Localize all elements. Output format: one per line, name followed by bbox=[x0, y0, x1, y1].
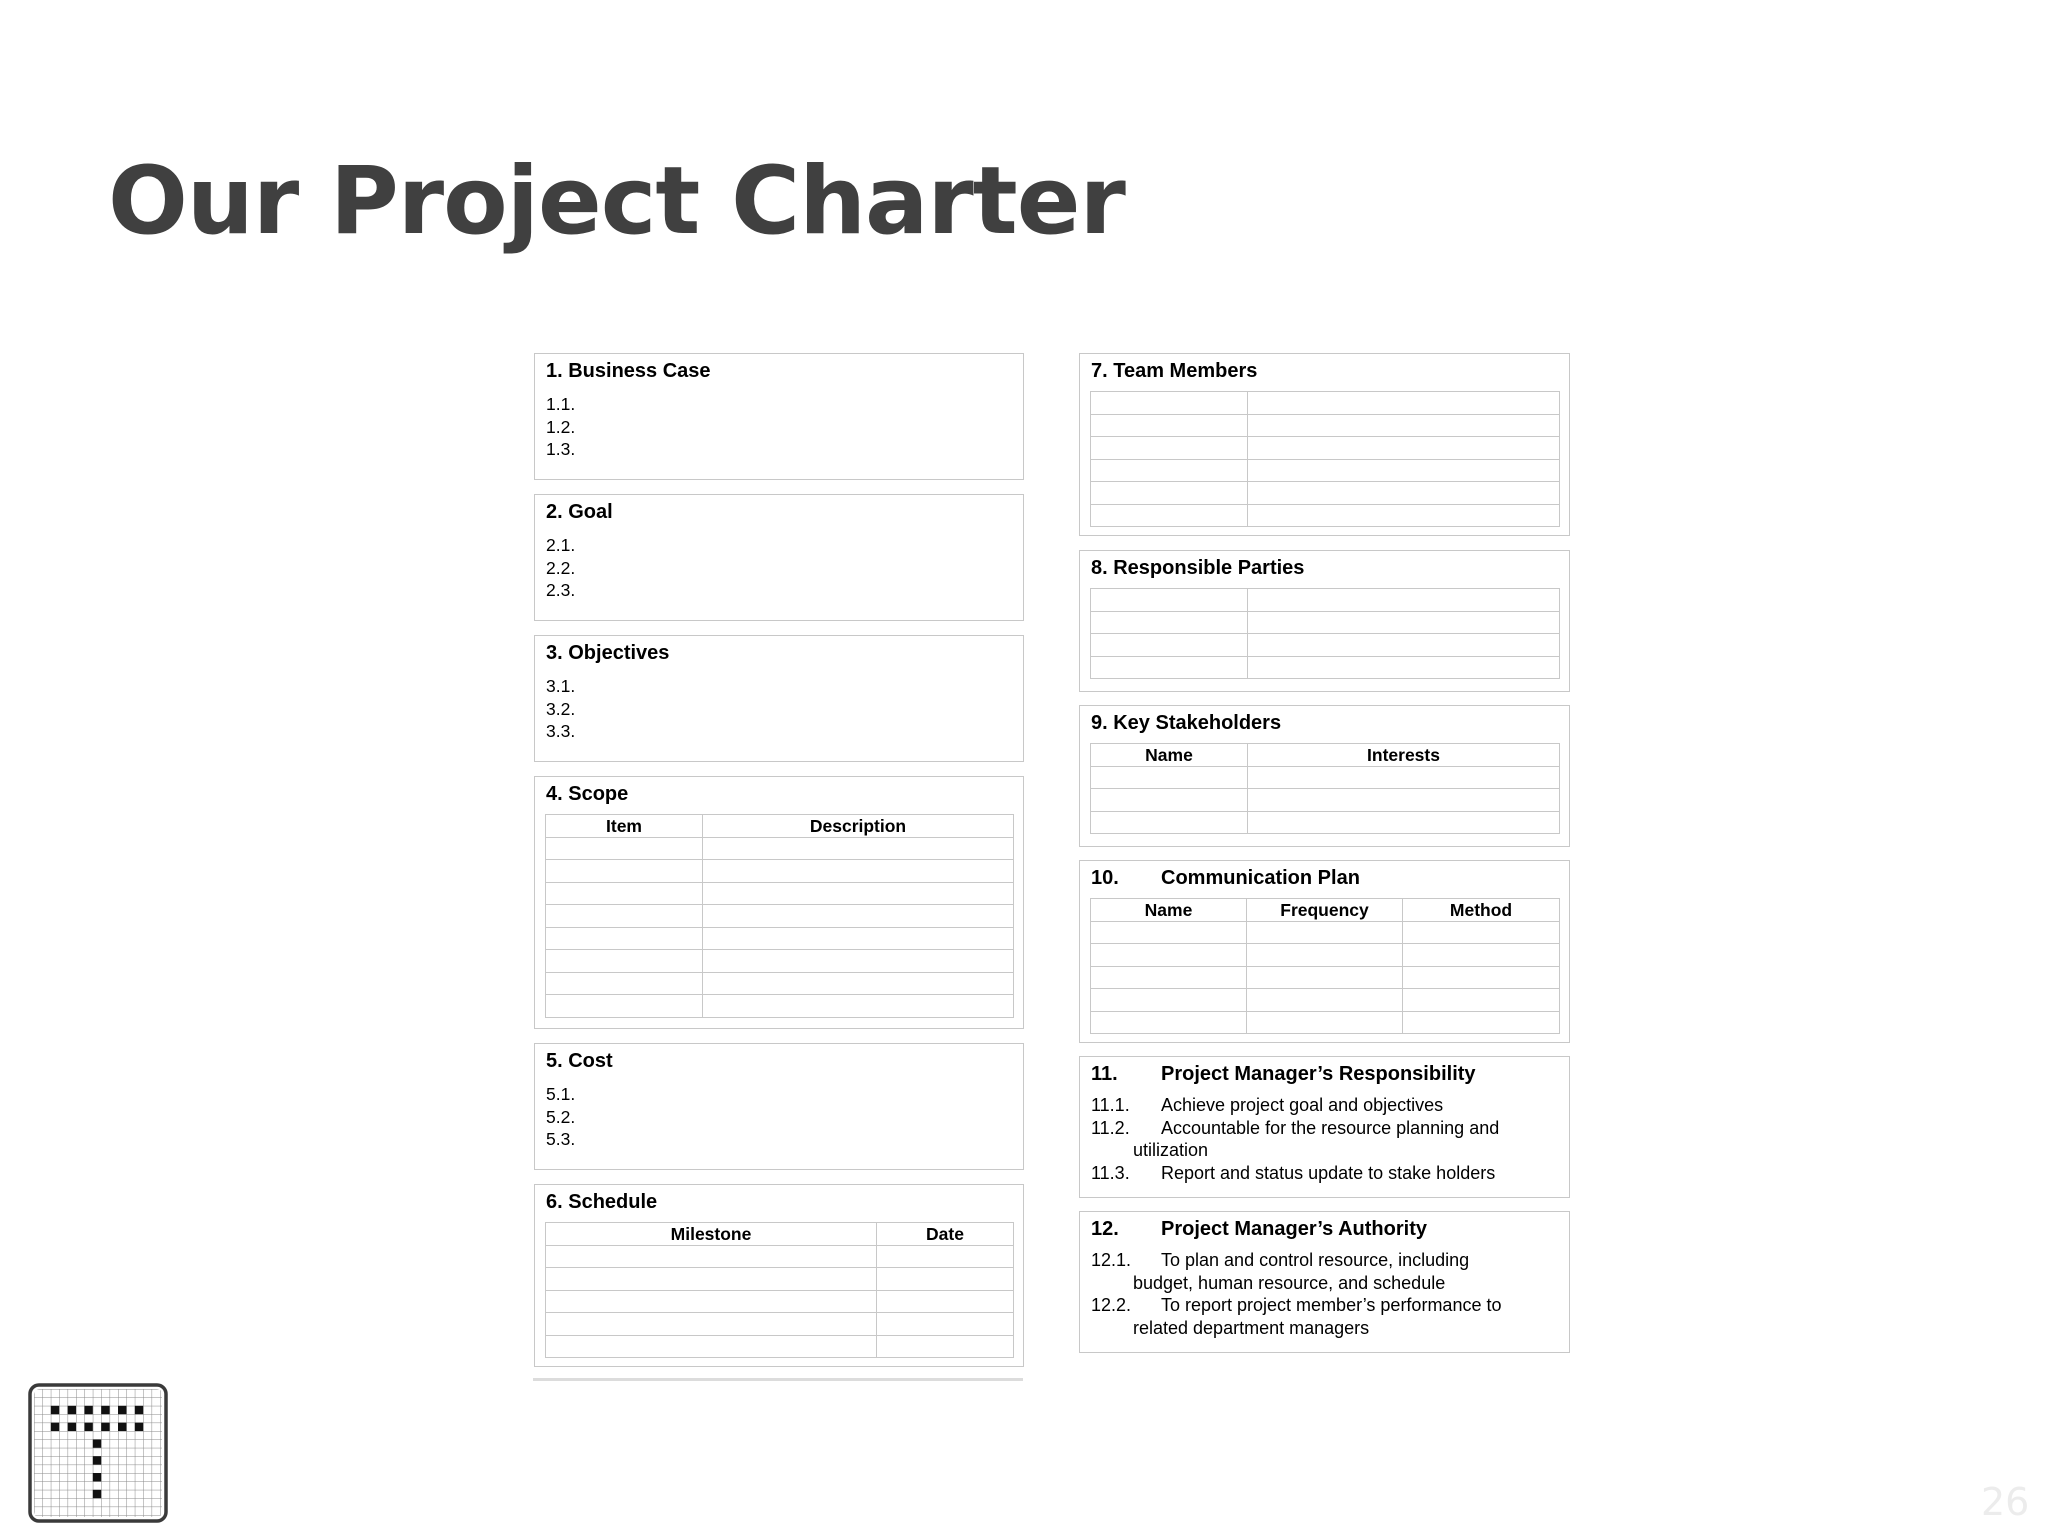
table-row bbox=[546, 1290, 1014, 1313]
table-cell bbox=[1248, 766, 1560, 789]
page-number: 26 bbox=[1981, 1480, 2030, 1524]
responsible-parties-table bbox=[1090, 588, 1560, 679]
table-row bbox=[546, 1245, 1014, 1268]
table-cell bbox=[1248, 589, 1560, 612]
scope-heading: 4. Scope bbox=[546, 783, 629, 805]
table-cell bbox=[1091, 611, 1248, 634]
list-item: 3.3. bbox=[546, 721, 576, 741]
table-cell bbox=[546, 882, 703, 905]
table-cell bbox=[1091, 789, 1248, 812]
table-cell bbox=[1091, 944, 1247, 967]
table-cell bbox=[546, 1335, 877, 1358]
table-cell bbox=[546, 860, 703, 883]
list-item: 3.2. bbox=[546, 698, 576, 719]
table-cell bbox=[1248, 789, 1560, 812]
table-row bbox=[546, 860, 1014, 883]
table-row bbox=[1091, 989, 1560, 1012]
table-row bbox=[1091, 589, 1560, 612]
table-cell bbox=[1091, 766, 1248, 789]
logo-pixel bbox=[135, 1423, 143, 1431]
cost-section bbox=[534, 1043, 1024, 1170]
table-row bbox=[546, 950, 1014, 973]
table-cell bbox=[1248, 504, 1560, 527]
table-cell bbox=[1247, 1011, 1403, 1034]
table-cell bbox=[1403, 1011, 1560, 1034]
table-row bbox=[1091, 504, 1560, 527]
key-stakeholders-heading: 9. Key Stakeholders bbox=[1091, 712, 1282, 734]
logo-pixel bbox=[51, 1406, 59, 1414]
logo-pixel bbox=[84, 1423, 92, 1431]
schedule-section bbox=[534, 1184, 1024, 1367]
table-row bbox=[546, 837, 1014, 860]
table-cell bbox=[1248, 392, 1560, 415]
table-row bbox=[1091, 944, 1560, 967]
pm-responsibility-heading bbox=[1091, 1063, 1476, 1086]
table-cell bbox=[877, 1335, 1014, 1358]
list-item: 2.3. bbox=[546, 580, 576, 600]
table-cell bbox=[1091, 414, 1248, 437]
table-cell bbox=[703, 837, 1014, 860]
table-cell bbox=[1247, 989, 1403, 1012]
table-cell bbox=[1091, 482, 1248, 505]
table-row bbox=[1091, 611, 1560, 634]
table-row bbox=[546, 927, 1014, 950]
column-header: Description bbox=[703, 815, 1014, 838]
table-row bbox=[546, 1268, 1014, 1291]
item-text: Achieve project goal and objectives bbox=[1161, 1095, 1444, 1115]
table-cell bbox=[546, 1268, 877, 1291]
list-item: 5.3. bbox=[546, 1129, 576, 1149]
scope-table bbox=[545, 814, 1014, 1018]
table-header-row bbox=[1091, 744, 1560, 767]
item-text-continued: utilization bbox=[1133, 1140, 1209, 1160]
team-members-section bbox=[1079, 353, 1570, 536]
logo-pixel bbox=[84, 1406, 92, 1414]
table-cell bbox=[703, 927, 1014, 950]
table-cell bbox=[546, 837, 703, 860]
table-cell bbox=[1248, 459, 1560, 482]
table-cell bbox=[1091, 921, 1247, 944]
pm-authority-section bbox=[1079, 1211, 1570, 1353]
table-row bbox=[1091, 789, 1560, 812]
section-number: 11. bbox=[1091, 1063, 1118, 1085]
communication-plan-table bbox=[1090, 898, 1560, 1034]
logo-pixel bbox=[68, 1406, 76, 1414]
item-text: To report project member’s performance to bbox=[1161, 1295, 1502, 1315]
item-number: 12.2. bbox=[1091, 1295, 1132, 1315]
list-item: 5.2. bbox=[546, 1106, 576, 1127]
table-cell bbox=[1403, 966, 1560, 989]
table-header-row bbox=[546, 815, 1014, 838]
table-row bbox=[1091, 1011, 1560, 1034]
section-number: 10. bbox=[1091, 867, 1119, 889]
schedule-heading: 6. Schedule bbox=[546, 1191, 658, 1213]
item-text-continued: related department managers bbox=[1133, 1317, 1370, 1338]
communication-plan-heading bbox=[1091, 867, 1360, 890]
table-row bbox=[546, 905, 1014, 928]
logo-pixel bbox=[93, 1490, 101, 1498]
table-cell bbox=[703, 882, 1014, 905]
table-header-row bbox=[546, 1223, 1014, 1246]
pm-authority-heading bbox=[1091, 1218, 1427, 1241]
table-cell bbox=[703, 905, 1014, 928]
list-item: 2.2. bbox=[546, 557, 576, 578]
logo-pixel bbox=[93, 1473, 101, 1481]
table-cell bbox=[546, 905, 703, 928]
table-cell bbox=[546, 927, 703, 950]
logo-pixel bbox=[118, 1406, 126, 1414]
column-header: Name bbox=[1091, 744, 1248, 767]
table-cell bbox=[703, 950, 1014, 973]
list-item bbox=[1091, 1294, 1501, 1339]
table-cell bbox=[877, 1313, 1014, 1336]
item-number: 11.1. bbox=[1091, 1095, 1130, 1115]
list-item: 2.1. bbox=[546, 535, 576, 555]
table-row bbox=[546, 1313, 1014, 1336]
table-cell bbox=[1091, 966, 1247, 989]
logo-pixel bbox=[118, 1423, 126, 1431]
table-cell bbox=[1248, 611, 1560, 634]
table-cell bbox=[1091, 589, 1248, 612]
logo-pixel bbox=[68, 1423, 76, 1431]
table-cell bbox=[546, 1245, 877, 1268]
table-row bbox=[546, 972, 1014, 995]
column-header: Method bbox=[1403, 899, 1560, 922]
item-text: Report and status update to stake holders bbox=[1161, 1162, 1496, 1183]
table-cell bbox=[1248, 414, 1560, 437]
list-item bbox=[1091, 1094, 1499, 1117]
table-cell bbox=[877, 1268, 1014, 1291]
table-cell bbox=[877, 1245, 1014, 1268]
communication-plan-section bbox=[1079, 860, 1570, 1043]
logo-pixel bbox=[51, 1423, 59, 1431]
column-header: Name bbox=[1091, 899, 1247, 922]
table-row bbox=[1091, 634, 1560, 657]
responsible-parties-section bbox=[1079, 550, 1570, 692]
list-item: 5.1. bbox=[546, 1084, 576, 1104]
table-cell bbox=[1403, 944, 1560, 967]
logo-pixel bbox=[93, 1439, 101, 1447]
table-cell bbox=[703, 860, 1014, 883]
item-number: 11.3. bbox=[1091, 1162, 1130, 1183]
column-header: Milestone bbox=[546, 1223, 877, 1246]
team-members-heading: 7. Team Members bbox=[1091, 360, 1258, 382]
table-cell bbox=[546, 972, 703, 995]
pm-responsibility-section bbox=[1079, 1056, 1570, 1198]
list-item: 1.2. bbox=[546, 416, 576, 437]
table-cell bbox=[1091, 1011, 1247, 1034]
item-number: 11.2. bbox=[1091, 1117, 1130, 1138]
column-header: Item bbox=[546, 815, 703, 838]
logo-pixel bbox=[135, 1406, 143, 1414]
table-cell bbox=[1091, 392, 1248, 415]
table-cell bbox=[1403, 989, 1560, 1012]
item-number: 12.1. bbox=[1091, 1250, 1132, 1270]
logo-pixel bbox=[101, 1423, 109, 1431]
logo-pixel bbox=[101, 1406, 109, 1414]
list-item bbox=[1091, 1117, 1499, 1162]
table-cell bbox=[877, 1290, 1014, 1313]
table-cell bbox=[1248, 482, 1560, 505]
goal-section bbox=[534, 494, 1024, 621]
table-cell bbox=[1091, 989, 1247, 1012]
section-title: Communication Plan bbox=[1161, 867, 1360, 889]
team-members-table bbox=[1090, 391, 1560, 527]
column-header: Date bbox=[877, 1223, 1014, 1246]
table-row bbox=[1091, 766, 1560, 789]
list-item bbox=[1091, 1162, 1499, 1185]
table-cell bbox=[546, 1313, 877, 1336]
table-cell bbox=[1247, 966, 1403, 989]
table-cell bbox=[1403, 921, 1560, 944]
list-item: 1.1. bbox=[546, 394, 576, 414]
section-title: Project Manager’s Responsibility bbox=[1161, 1063, 1476, 1085]
table-cell bbox=[1247, 944, 1403, 967]
bottom-divider bbox=[533, 1378, 1023, 1381]
table-row bbox=[1091, 482, 1560, 505]
table-cell bbox=[546, 995, 703, 1018]
item-text: Accountable for the resource planning and bbox=[1161, 1117, 1500, 1138]
table-cell bbox=[1248, 811, 1560, 834]
business-case-section bbox=[534, 353, 1024, 480]
responsible-parties-heading: 8. Responsible Parties bbox=[1091, 557, 1305, 579]
objectives-heading: 3. Objectives bbox=[546, 642, 670, 664]
table-cell bbox=[1091, 437, 1248, 460]
table-cell bbox=[703, 972, 1014, 995]
section-title: Project Manager’s Authority bbox=[1161, 1218, 1427, 1240]
table-cell bbox=[1091, 459, 1248, 482]
list-item: 1.3. bbox=[546, 439, 576, 459]
list-item: 3.1. bbox=[546, 676, 576, 696]
table-cell bbox=[1091, 634, 1248, 657]
table-row bbox=[1091, 392, 1560, 415]
section-number: 12. bbox=[1091, 1218, 1119, 1240]
key-stakeholders-table bbox=[1090, 743, 1560, 834]
table-row bbox=[546, 882, 1014, 905]
column-header: Interests bbox=[1248, 744, 1560, 767]
table-cell bbox=[546, 950, 703, 973]
table-cell bbox=[1247, 921, 1403, 944]
table-header-row bbox=[1091, 899, 1560, 922]
table-row bbox=[546, 1335, 1014, 1358]
table-cell bbox=[1091, 811, 1248, 834]
page-title: Our Project Charter bbox=[108, 147, 1125, 256]
table-cell bbox=[703, 995, 1014, 1018]
logo-icon bbox=[28, 1383, 168, 1528]
table-row bbox=[546, 995, 1014, 1018]
table-row bbox=[1091, 656, 1560, 679]
table-cell bbox=[1248, 437, 1560, 460]
table-row bbox=[1091, 459, 1560, 482]
objectives-section bbox=[534, 635, 1024, 762]
business-case-heading: 1. Business Case bbox=[546, 360, 711, 382]
item-text-continued: budget, human resource, and schedule bbox=[1133, 1272, 1446, 1293]
table-row bbox=[1091, 966, 1560, 989]
table-cell bbox=[546, 1290, 877, 1313]
table-row bbox=[1091, 414, 1560, 437]
column-header: Frequency bbox=[1247, 899, 1403, 922]
goal-heading: 2. Goal bbox=[546, 501, 613, 523]
table-row bbox=[1091, 437, 1560, 460]
table-cell bbox=[1248, 656, 1560, 679]
table-cell bbox=[1091, 504, 1248, 527]
cost-heading: 5. Cost bbox=[546, 1050, 613, 1072]
key-stakeholders-section bbox=[1079, 705, 1570, 847]
scope-section bbox=[534, 776, 1024, 1029]
table-row bbox=[1091, 921, 1560, 944]
table-cell bbox=[1091, 656, 1248, 679]
schedule-table bbox=[545, 1222, 1014, 1358]
table-cell bbox=[1248, 634, 1560, 657]
item-text: To plan and control resource, including bbox=[1161, 1250, 1470, 1270]
list-item bbox=[1091, 1249, 1501, 1294]
table-row bbox=[1091, 811, 1560, 834]
logo-pixel bbox=[93, 1456, 101, 1464]
